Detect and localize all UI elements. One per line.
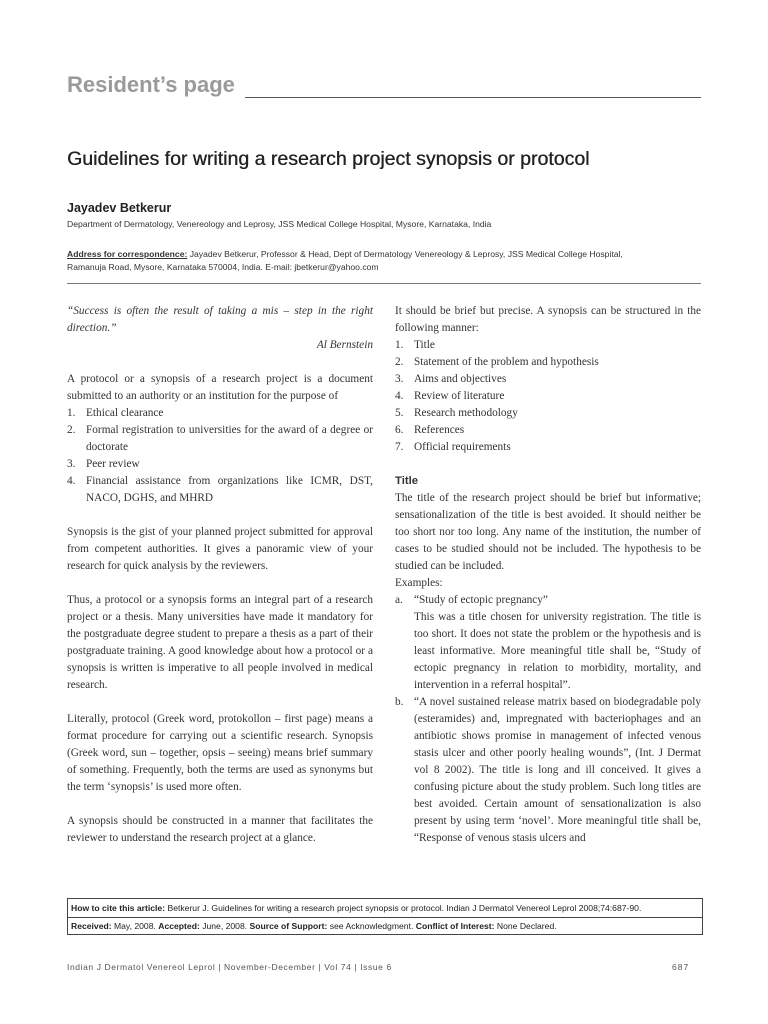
list-item: 4. Financial assistance from organizations like ICMR, DST, NACO, DGHS, and MHRD bbox=[67, 475, 373, 504]
list-item: 3. Peer review bbox=[67, 458, 140, 470]
list-item: 2. Statement of the problem and hypothesis bbox=[395, 356, 599, 368]
examples-label: Examples: bbox=[395, 577, 443, 589]
example-a-marker: a. bbox=[395, 594, 403, 606]
etymology-paragraph: Literally, protocol (Greek word, protokollon – first page) means a format procedure for carrying out a scientific research. Synopsis (Greek word, sun – together, opsis – seeing) means brief summary of something. Frequently, both the terms are used as synonyms but the term ‘synopsis’ is used more often. bbox=[67, 713, 373, 793]
header-rule bbox=[245, 97, 701, 98]
example-a-title: “Study of ectopic pregnancy” bbox=[414, 594, 548, 606]
citation-box bbox=[67, 898, 703, 935]
cite-row bbox=[71, 902, 699, 915]
left-column bbox=[67, 303, 373, 847]
correspondence-line2: Ramanuja Road, Mysore, Karnataka 570004, India. E-mail: jbetkerur@yahoo.com bbox=[67, 262, 379, 272]
example-b-marker: b. bbox=[395, 696, 404, 708]
accepted-value: June, 2008. bbox=[199, 920, 250, 931]
support-value: see Acknowledgment. bbox=[327, 920, 416, 931]
list-item: 1. Title bbox=[395, 339, 435, 351]
author-rule bbox=[67, 283, 701, 284]
author-affiliation: Department of Dermatology, Venereology and Leprosy, JSS Medical College Hospital, Mysore, Karnataka, India bbox=[67, 219, 492, 229]
list-item: 4. Review of literature bbox=[395, 390, 505, 402]
example-b-text: “A novel sustained release matrix based on biodegradable poly (esteramides) and, impregnated with bacteriophages and an antibiotic shows promise in management of infected venous stasis ulcer and other poorly healing wounds”, (Int. J Dermat vol 8 2002). The title is long and ill conceived. It gives a confusing picture about the study problem. Such long titles are best avoided. Certain amount of sensationalization is also present by using term ‘novel’. More meaningful title shall be, “Response of venous stasis ulcers and bbox=[414, 696, 701, 844]
page-header bbox=[67, 72, 701, 106]
citation-divider bbox=[68, 917, 702, 918]
dates-row bbox=[71, 920, 699, 933]
example-b bbox=[395, 694, 701, 847]
structure-list bbox=[395, 337, 701, 456]
list-item: 3. Aims and objectives bbox=[395, 373, 507, 385]
structure-intro: It should be brief but precise. A synopsis can be structured in the following manner: bbox=[395, 305, 701, 334]
list-item: 2. Formal registration to universities for the award of a degree or doctorate bbox=[67, 424, 373, 453]
list-item: 7. Official requirements bbox=[395, 441, 511, 453]
received-value: May, 2008. bbox=[111, 920, 159, 931]
received-label: Received: bbox=[71, 920, 112, 931]
list-item: 5. Research methodology bbox=[395, 407, 518, 419]
cite-label: How to cite this article: bbox=[71, 903, 166, 913]
correspondence-line1: Jayadev Betkerur, Professor & Head, Dept of Dermatology Venereology & Leprosy, JSS Medical College Hospital, bbox=[187, 249, 623, 259]
synopsis-paragraph: Synopsis is the gist of your planned project submitted for approval from competent authorities. It gives a panoramic view of your research for quick analysis by the reviewers. bbox=[67, 526, 373, 572]
article-title: Guidelines for writing a research project synopsis or protocol bbox=[67, 148, 590, 170]
intro-paragraph: A protocol or a synopsis of a research project is a document submitted to an authority or an institution for the purpose of bbox=[67, 373, 373, 402]
title-section-heading: Title bbox=[395, 475, 419, 487]
support-label: Source of Support: bbox=[249, 920, 328, 931]
conflict-label: Conflict of Interest: bbox=[415, 920, 495, 931]
correspondence-address bbox=[67, 248, 707, 274]
list-item: 6. References bbox=[395, 424, 465, 436]
list-item: 1. Ethical clearance bbox=[67, 407, 164, 419]
author-name: Jayadev Betkerur bbox=[67, 201, 172, 215]
title-section-paragraph: The title of the research project should be brief but informative; sensationalization of the title is best avoided. It should neither be too short nor too long. Any name of the institution, the number of cases to be studied should not be included. The hypothesis to be studied can be included. bbox=[395, 492, 701, 572]
accepted-label: Accepted: bbox=[158, 920, 200, 931]
purpose-list bbox=[67, 405, 373, 507]
footer-journal-info: Indian J Dermatol Venereol Leprol | November-December | Vol 74 | Issue 6 bbox=[67, 962, 392, 972]
integral-part-paragraph: Thus, a protocol or a synopsis forms an integral part of a research project or a thesis. Many universities have made it mandatory for the postgraduate degree student to prepare a thesis as a part of their postgraduate training. A good knowledge about how a protocol or a synopsis is written is imperative to all people involved in medical research. bbox=[67, 594, 373, 691]
construction-paragraph: A synopsis should be constructed in a manner that facilitates the reviewer to understand the research project at a glance. bbox=[67, 815, 373, 844]
epigraph-quote: “Success is often the result of taking a mis – step in the right direction.” bbox=[67, 305, 373, 334]
epigraph-author: Al Bernstein bbox=[316, 339, 373, 351]
right-column bbox=[395, 303, 701, 847]
example-a bbox=[395, 592, 701, 694]
conflict-value: None Declared. bbox=[494, 920, 557, 931]
example-a-text: This was a title chosen for university registration. The title is too short. It does not state the problem or the hypothesis and is least informative. More meaningful title shall be, “Study of ectopic pregnancy in relation to morbidity, mortality, and intervention in a referral hospital”. bbox=[414, 611, 701, 691]
cite-text: Betkerur J. Guidelines for writing a research project synopsis or protocol. Indian J Dermatol Venereol Leprol 2008;74:687-90. bbox=[165, 903, 642, 913]
page-number: 687 bbox=[672, 962, 690, 972]
correspondence-label: Address for correspondence: bbox=[67, 249, 188, 259]
section-title: Resident’s page bbox=[67, 72, 235, 97]
